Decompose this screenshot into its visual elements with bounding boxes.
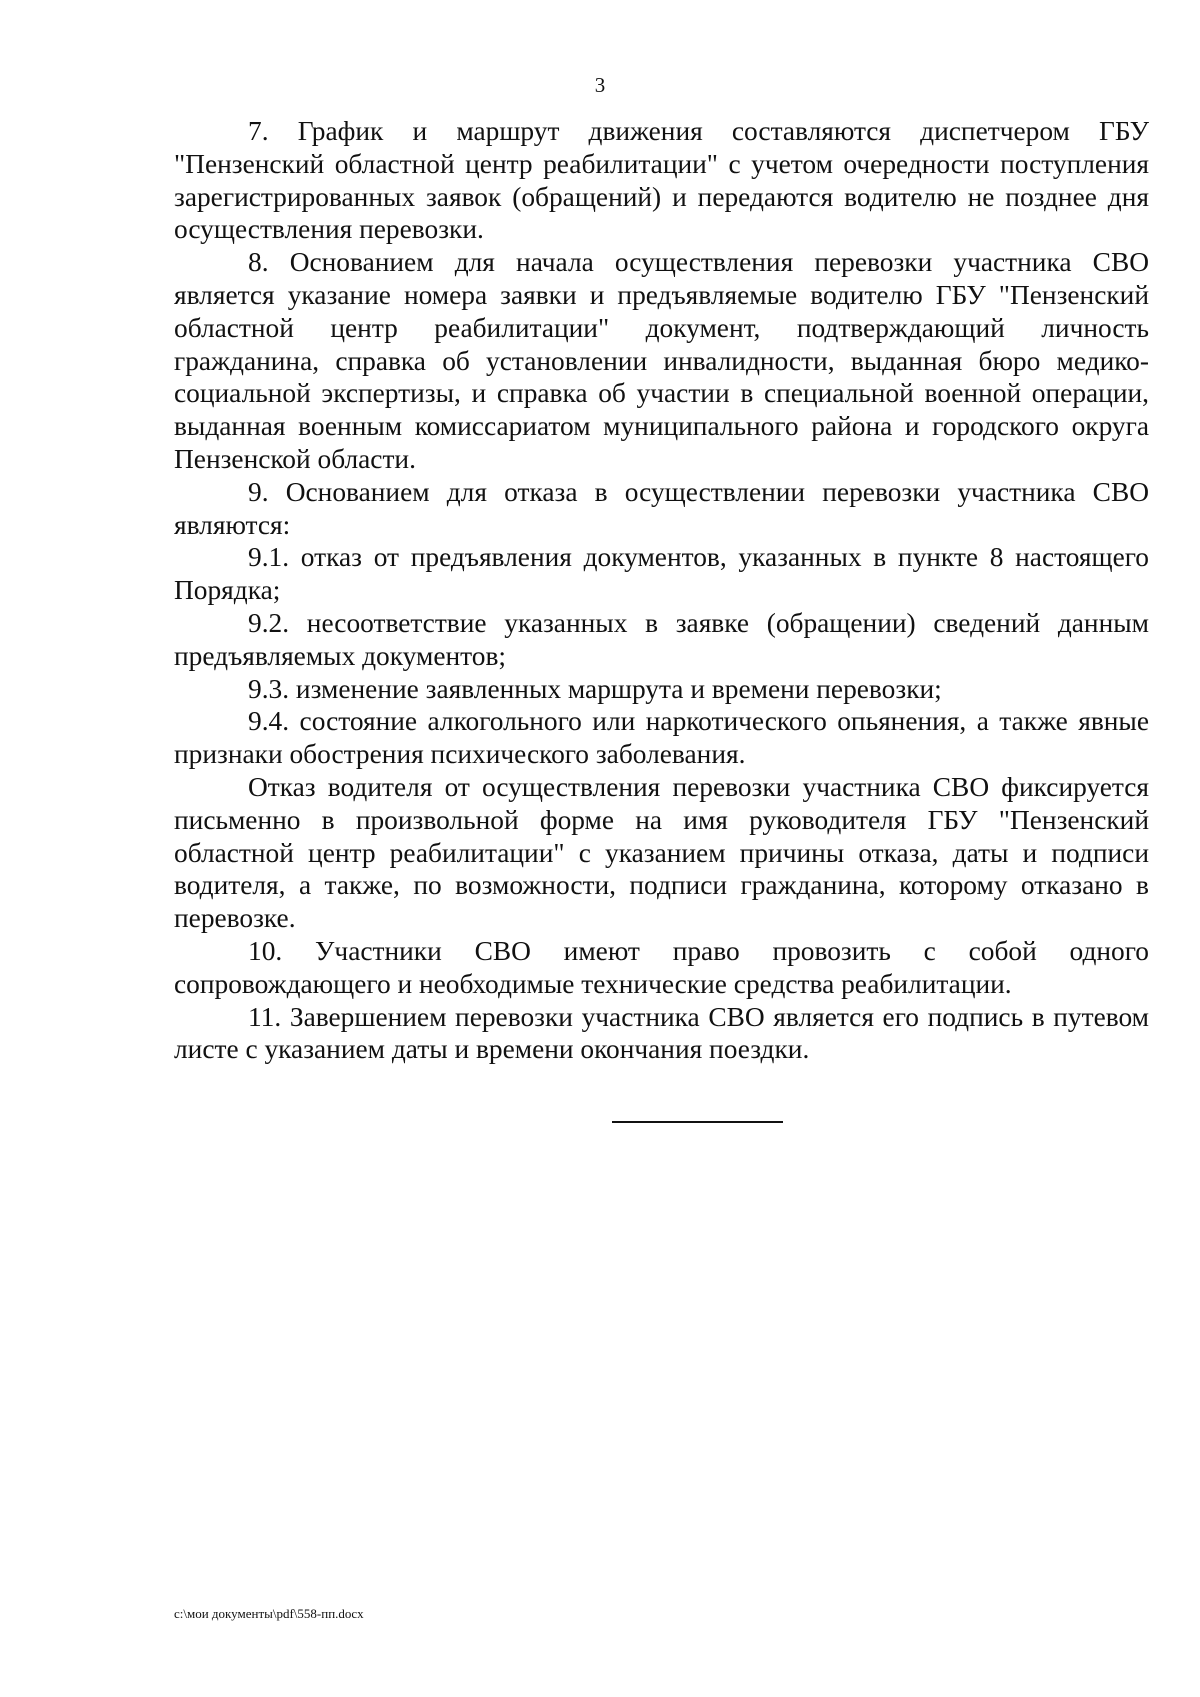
paragraph-9: 9. Основанием для отказа в осуществлении перевозки участника СВО являются: [174, 476, 1149, 540]
document-body [174, 115, 1149, 1066]
footer-file-path: c:\мои документы\pdf\558-пп.docx [174, 1606, 364, 1621]
paragraph-8: 8. Основанием для начала осуществления перевозки участника СВО является указание номера заявки и предъявляемые водителю ГБУ "Пензенский областной центр реабилитации" документ, подтверждающий личность гражданина, справка об установлении инвалидности, выданная бюро медико-социальной экспертизы, и справка об участии в специальной военной операции, выданная военным комиссариатом муниципального района и городского округа Пензенской области. [174, 247, 1149, 474]
end-of-document-rule [612, 1121, 783, 1123]
paragraph-7: 7. График и маршрут движения составляются диспетчером ГБУ "Пензенский областной центр реабилитации" с учетом очередности поступления зарегистрированных заявок (обращений) и передаются водителю не позднее дня осуществления перевозки. [174, 116, 1149, 245]
paragraph-refusal-record: Отказ водителя от осуществления перевозки участника СВО фиксируется письменно в произвольной форме на имя руководителя ГБУ "Пензенский областной центр реабилитации" с указанием причины отказа, даты и подписи водителя, а также, по возможности, подписи гражданина, которому отказано в перевозке. [174, 771, 1149, 934]
paragraph-11: 11. Завершением перевозки участника СВО является его подпись в путевом листе с указанием даты и времени окончания поездки. [174, 1001, 1149, 1065]
paragraph-9-4: 9.4. состояние алкогольного или наркотического опьянения, а также явные признаки обострения психического заболевания. [174, 706, 1149, 770]
paragraph-9-1: 9.1. отказ от предъявления документов, указанных в пункте 8 настоящего Порядка; [174, 542, 1149, 606]
paragraph-9-2: 9.2. несоответствие указанных в заявке (обращении) сведений данным предъявляемых документов; [174, 607, 1149, 671]
page-number: 3 [594, 73, 606, 97]
paragraph-10: 10. Участники СВО имеют право провозить с собой одного сопровождающего и необходимые технические средства реабилитации. [174, 935, 1149, 999]
paragraph-9-3: 9.3. изменение заявленных маршрута и времени перевозки; [248, 673, 942, 704]
